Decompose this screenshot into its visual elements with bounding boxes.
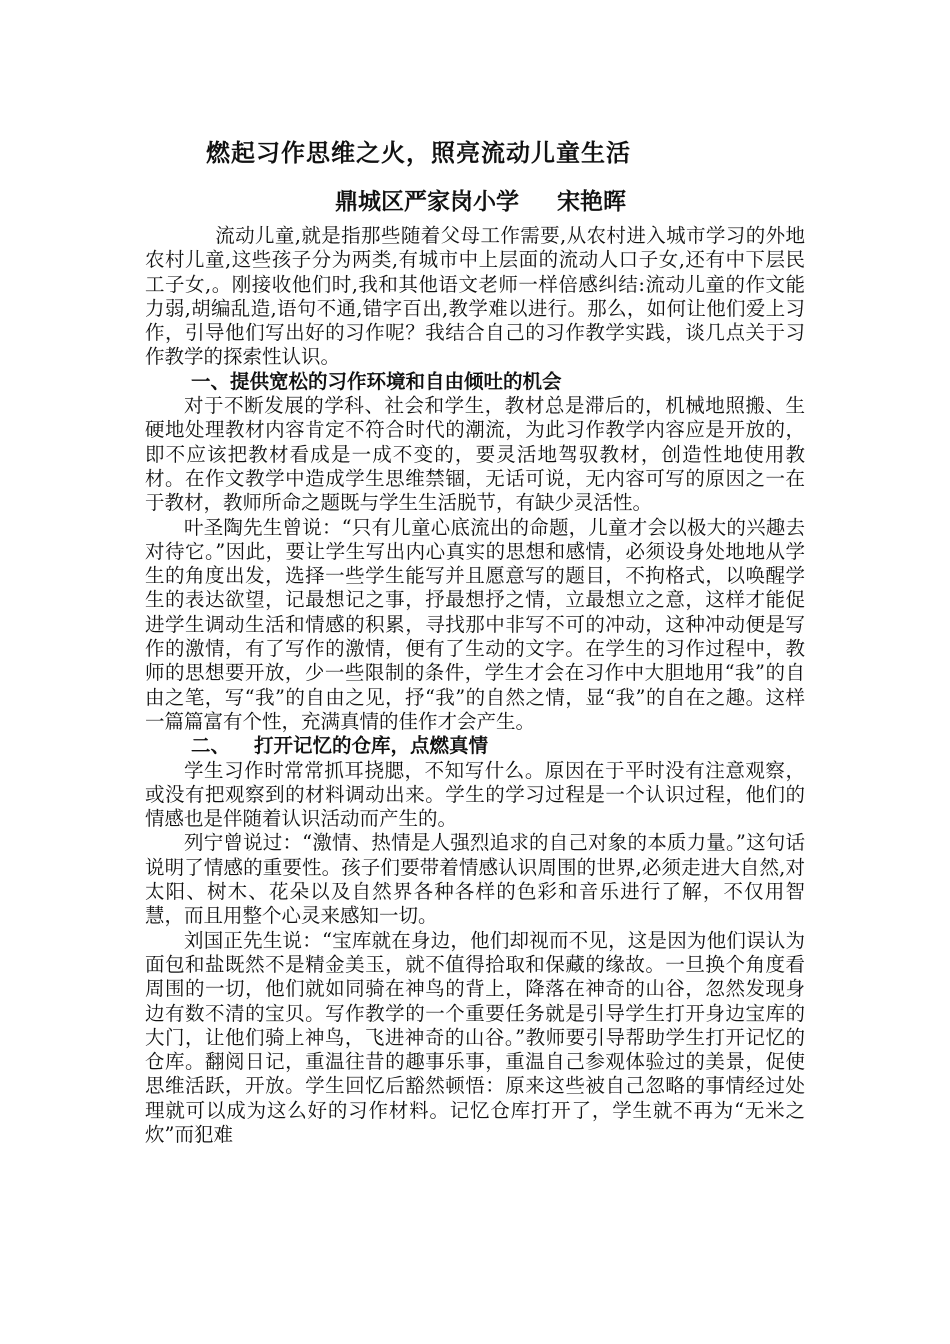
section-heading-2-number: 二、 (191, 734, 231, 758)
article-body (145, 224, 805, 1147)
section-1-paragraph-2: 叶圣陶先生曾说：“只有儿童心底流出的命题，儿童才会以极大的兴趣去对待它。”因此，要让学生写出内心真实的思想和感情，必须设身处地地从学生的角度出发，选择一些学生能写并且愿意写的题目，不拘格式，以唤醒学生的表达欲望，记最想记之事，抒最想抒之情，立最想立之意，这样才能促进学生调动生活和情感的积累，寻找那中非写不可的冲动，这种冲动便是写作的激情，有了写作的激情，便有了生动的文字。在学生的习作过程中，教师的思想要开放，少一些限制的条件，学生才会在习作中大胆地用“我”的自由之笔，写“我”的自由之见，抒“我”的自然之情，显“我”的自在之趣。这样一篇篇富有个性，充满真情的佳作才会产生。 (145, 515, 805, 733)
author-name: 宋艳晖 (557, 188, 626, 215)
author-school: 鼎城区严家岗小学 (335, 188, 519, 215)
section-heading-1: 一、提供宽松的习作环境和自由倾吐的机会 (191, 369, 562, 393)
author-line (335, 183, 626, 216)
section-2-paragraph-3: 刘国正先生说：“宝库就在身边，他们却视而不见，这是因为他们误认为面包和盐既然不是精金美玉，就不值得拾取和保藏的缘故。一旦换个角度看周围的一切，他们就如同骑在神鸟的背上，降落在神奇的山谷，忽然发现身边有数不清的宝贝。写作教学的一个重要任务就是引导学生打开身边宝库的大门，让他们骑上神鸟，飞进神奇的山谷。”教师要引导帮助学生打开记忆的仓库。翻阅日记，重温往昔的趣事乐事，重温自己参观体验过的美景，促使思维活跃，开放。学生回忆后豁然顿悟：原来这些被自己忽略的事情经过处理就可以成为这么好的习作材料。记忆仓库打开了，学生就不再为“无米之炊”而犯难 (145, 928, 805, 1146)
article-title: 燃起习作思维之火，照亮流动儿童生活 (206, 138, 631, 167)
section-1-paragraph-1: 对于不断发展的学科、社会和学生，教材总是滞后的，机械地照搬、生硬地处理教材内容肯定不符合时代的潮流，为此习作教学内容应是开放的，即不应该把教材看成是一成不变的，要灵活地驾驭教材，创造性地使用教材。在作文教学中造成学生思维禁锢，无话可说，无内容可写的原因之一在于教材，教师所命之题既与学生生活脱节，有缺少灵活性。 (145, 394, 805, 515)
section-2-paragraph-2: 列宁曾说过：“激情、热情是人强烈追求的自己对象的本质力量。”这句话说明了情感的重要性。孩子们要带着情感认识周围的世界,必须走进大自然,对太阳、树木、花朵以及自然界各种各样的色彩和音乐进行了解，不仅用智慧，而且用整个心灵来感知一切。 (145, 831, 805, 928)
section-heading-2-text: 打开记忆的仓库，点燃真情 (254, 734, 489, 758)
intro-paragraph: 流动儿童,就是指那些随着父母工作需要,从农村进入城市学习的外地农村儿童,这些孩子分为两类,有城市中上层面的流动人口子女,还有中下层民工子女,。刚接收他们时,我和其他语文老师一样倍感纠结:流动儿童的作文能力弱,胡编乱造,语句不通,错字百出,教学难以进行。那么，如何让他们爱上习作，引导他们写出好的习作呢？我结合自己的习作教学实践，谈几点关于习作教学的探索性认识。 (145, 224, 805, 369)
section-2-paragraph-1: 学生习作时常常抓耳挠腮，不知写什么。原因在于平时没有注意观察，或没有把观察到的材料调动出来。学生的学习过程是一个认识过程，他们的情感也是伴随着认识活动而产生的。 (145, 758, 805, 831)
section-heading-2 (145, 734, 805, 758)
